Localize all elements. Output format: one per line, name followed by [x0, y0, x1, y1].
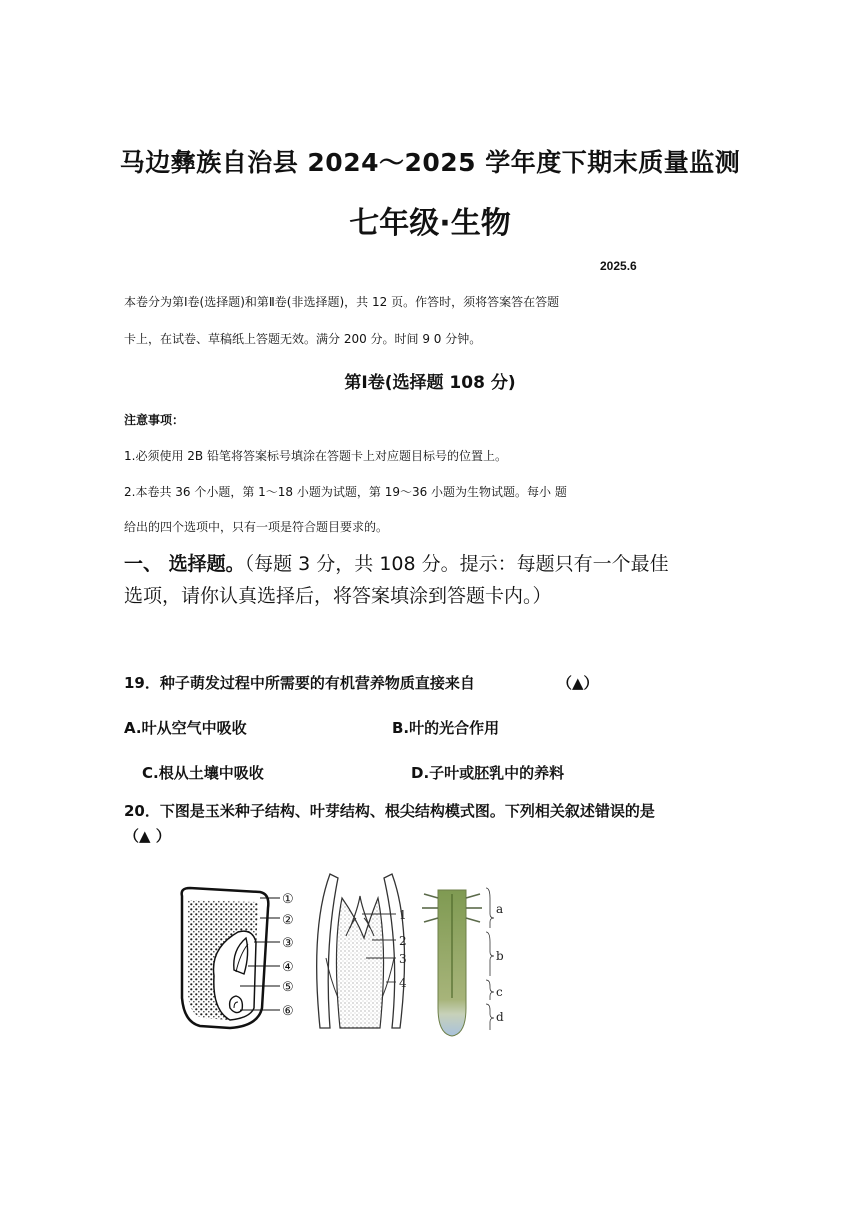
intro-line-2: 卡上，在试卷、草稿纸上答题无效。满分 200 分。时间 9 0 分钟。: [124, 332, 482, 346]
section-instruction-text: （每题 3 分，共 108 分。提示：每题只有一个最佳: [244, 553, 669, 575]
exam-title: 马边彝族自治县 2024～2025 学年度下期末质量监测: [119, 148, 741, 177]
question-20-stem: 20．下图是玉米种子结构、叶芽结构、根尖结构模式图。下列相关叙述错误的是: [124, 802, 655, 820]
bud-label-1: 1: [399, 908, 407, 922]
root-braces: [486, 888, 494, 1030]
question-19-mark: （▲）: [557, 674, 599, 692]
root-label-b: b: [496, 949, 504, 963]
question-19-option-a: A.叶从空气中吸收: [124, 719, 247, 737]
seed-label-1: ①: [282, 892, 294, 907]
section-instruction-line-1: [124, 548, 669, 580]
question-20-mark: （▲ ）: [124, 827, 171, 845]
seed-label-4: ④: [282, 960, 294, 975]
notes-title: 注意事项：: [124, 413, 185, 427]
section-instruction-line-2: 选项，请你认真选择后，将答案填涂到答题卡内。）: [124, 585, 552, 607]
intro-line-1: 本卷分为第Ⅰ卷(选择题)和第Ⅱ卷(非选择题)，共 12 页。作答时，须将答案答在答题: [124, 295, 560, 309]
question-19-option-d: D.子叶或胚乳中的养料: [411, 764, 565, 782]
question-19-stem: 19．种子萌发过程中所需要的有机营养物质直接来自: [124, 674, 475, 692]
subject-title: 七年级·生物: [349, 206, 511, 241]
seed-label-2: ②: [282, 913, 294, 928]
note-2-line-1: 2.本卷共 36 个小题，第 1～18 小题为试题，第 19～36 小题为生物试题。每小 题: [124, 485, 567, 499]
note-2-line-2: 给出的四个选项中，只有一项是符合题目要求的。: [124, 520, 389, 534]
section-label: 一、 选择题。: [124, 553, 245, 575]
seed-label-6: ⑥: [282, 1004, 294, 1019]
root-label-a: a: [496, 902, 504, 916]
bud-label-3: 3: [399, 952, 407, 966]
question-19-option-c: C.根从土壤中吸收: [142, 764, 264, 782]
seed-label-5: ⑤: [282, 980, 294, 995]
bud-label-2: 2: [399, 934, 407, 948]
exam-date: 2025.6: [600, 259, 637, 273]
question-19-option-b: B.叶的光合作用: [392, 719, 500, 737]
root-label-d: d: [496, 1010, 504, 1024]
root-label-c: c: [496, 985, 503, 999]
note-1: 1.必须使用 2B 铅笔将答案标号填涂在答题卡上对应题目标号的位置上。: [124, 449, 507, 463]
root-tip-diagram: [422, 890, 482, 1036]
bud-label-4: 4: [399, 976, 407, 990]
leaf-bud-diagram: [317, 874, 405, 1028]
volume-heading: 第Ⅰ卷(选择题 108 分): [344, 373, 516, 393]
question-20-figure: [160, 858, 520, 1048]
corn-seed-diagram: [182, 888, 269, 1028]
seed-label-3: ③: [282, 936, 294, 951]
